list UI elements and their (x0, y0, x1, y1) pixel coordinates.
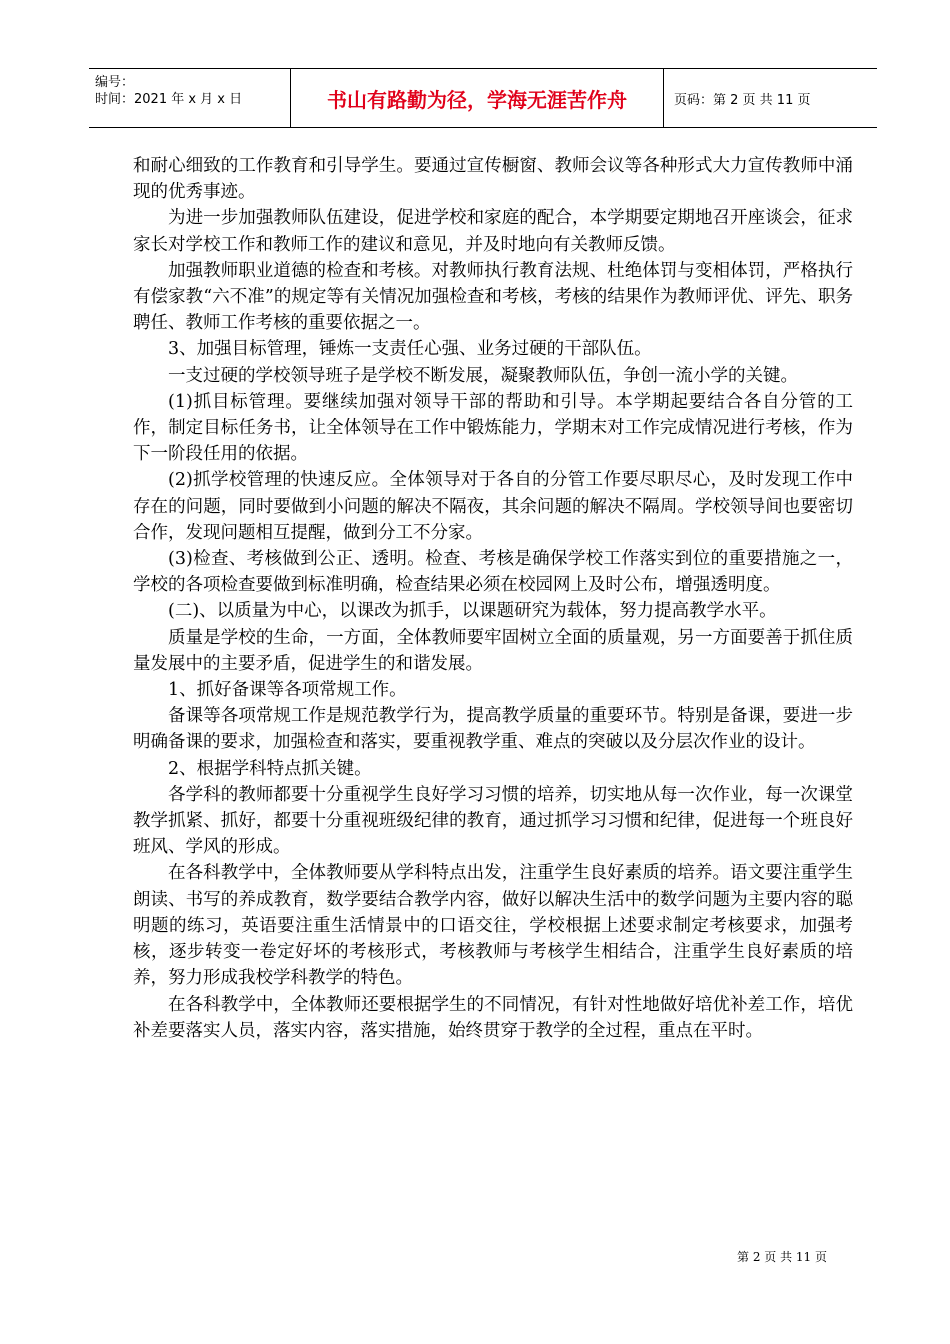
page-header (89, 68, 877, 128)
time-label: 时间：2021 年 x 月 x 日 (95, 92, 243, 107)
header-page-number: 页码：第 2 页 共 11 页 (674, 92, 811, 108)
paragraph: 为进一步加强教师队伍建设，促进学校和家庭的配合，本学期要定期地召开座谈会，征求家长对学校工作和教师工作的建议和意见，并及时地向有关教师反馈。 (133, 208, 853, 255)
paragraph: 备课等各项常规工作是规范教学行为，提高教学质量的重要环节。特别是备课，要进一步明确备课的要求，加强检查和落实，要重视教学重、难点的突破以及分层次作业的设计。 (133, 706, 853, 753)
page-footer: 第 2 页 共 11 页 (737, 1250, 827, 1264)
document-body (133, 153, 853, 1044)
header-motto: 书山有路勤为径，学海无涯苦作舟 (291, 69, 664, 127)
paragraph: 加强教师职业道德的检查和考核。对教师执行教育法规、杜绝体罚与变相体罚，严格执行有偿家教“六不准”的规定等有关情况加强检查和考核，考核的结果作为教师评优、评先、职务聘任、教师工作考核的重要依据之一。 (133, 260, 853, 334)
section-heading: (二)、以质量为中心，以课改为抓手，以课题研究为载体，努力提高教学水平。 (168, 601, 777, 622)
paragraph: 在各科教学中，全体教师还要根据学生的不同情况，有针对性地做好培优补差工作，培优补差要落实人员，落实内容，落实措施，始终贯穿于教学的全过程，重点在平时。 (133, 994, 853, 1041)
serial-label: 编号： (95, 75, 135, 90)
section-heading: 2、根据学科特点抓关键。 (168, 758, 372, 779)
paragraph: (3)检查、考核做到公正、透明。检查、考核是确保学校工作落实到位的重要措施之一，学校的各项检查要做到标准明确，检查结果必须在校园网上及时公布，增强透明度。 (133, 549, 853, 596)
section-heading: 1、抓好备课等各项常规工作。 (168, 680, 407, 701)
section-heading: 3、加强目标管理，锤炼一支责任心强、业务过硬的干部队伍。 (168, 339, 652, 360)
paragraph: 和耐心细致的工作教育和引导学生。要通过宣传橱窗、教师会议等各种形式大力宣传教师中涌现的优秀事迹。 (133, 156, 853, 203)
paragraph: (1)抓目标管理。要继续加强对领导干部的帮助和引导。本学期起要结合各自分管的工作，制定目标任务书，让全体领导在工作中锻炼能力，学期末对工作完成情况进行考核，作为下一阶段任用的依据。 (133, 391, 853, 465)
paragraph: (2)抓学校管理的快速反应。全体领导对于各自的分管工作要尽职尽心，及时发现工作中存在的问题，同时要做到小问题的解决不隔夜，其余问题的解决不隔周。学校领导间也要密切合作，发现问题相互提醒，做到分工不分家。 (133, 470, 853, 543)
paragraph: 在各科教学中，全体教师要从学科特点出发，注重学生良好素质的培养。语文要注重学生朗读、书写的养成教育，数学要结合教学内容，做好以解决生活中的数学问题为主要内容的聪明题的练习，英语要注重生活情景中的口语交往，学校根据上述要求制定考核要求，加强考核，逐步转变一卷定好坏的考核形式，考核教师与考核学生相结合，注重学生良好素质的培养，努力形成我校学科教学的特色。 (133, 863, 853, 989)
header-meta (89, 69, 291, 127)
paragraph: 质量是学校的生命，一方面，全体教师要牢固树立全面的质量观，另一方面要善于抓住质量发展中的主要矛盾，促进学生的和谐发展。 (133, 627, 853, 674)
paragraph: 各学科的教师都要十分重视学生良好学习习惯的培养，切实地从每一次作业，每一次课堂教学抓紧、抓好，都要十分重视班级纪律的教育，通过抓学习习惯和纪律，促进每一个班良好班风、学风的形成。 (133, 784, 853, 858)
paragraph: 一支过硬的学校领导班子是学校不断发展，凝聚教师队伍，争创一流小学的关键。 (168, 365, 798, 386)
